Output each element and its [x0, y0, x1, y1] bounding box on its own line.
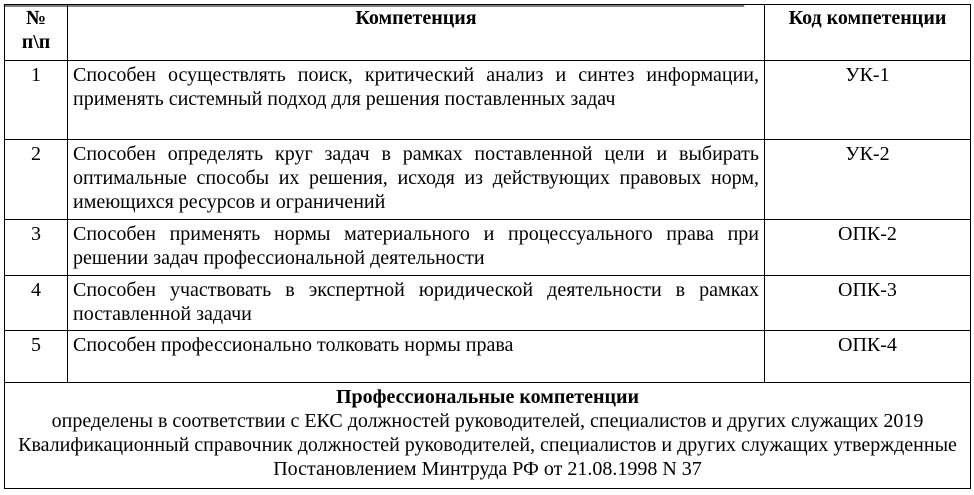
row-num: 5 — [5, 331, 68, 383]
row-competence: Способен определять круг задач в рамках поставленной цели и выбирать оптимальные способы их решения, исходя из действующих правовых норм, имеющихся ресурсов и ограничений — [68, 140, 765, 220]
row-code: УК-2 — [765, 140, 971, 220]
table-footer-row — [5, 383, 971, 489]
header-num — [5, 5, 68, 61]
row-competence: Способен применять нормы материального и процессуального права при решении задач профессиональной деятельности — [68, 220, 765, 276]
row-competence: Способен участвовать в экспертной юридической деятельности в рамках поставленной задачи — [68, 276, 765, 331]
row-num: 2 — [5, 140, 68, 220]
table-row — [5, 276, 971, 331]
table-row — [5, 220, 971, 276]
table-header-row — [5, 5, 971, 61]
footer-cell — [5, 383, 971, 489]
footer-title: Профессиональные компетенции — [335, 386, 640, 408]
table-row — [5, 61, 971, 140]
table-row — [5, 140, 971, 220]
table-row — [5, 331, 971, 383]
header-code: Код компетенции — [765, 5, 971, 61]
competence-table — [4, 4, 971, 489]
row-code: ОПК-2 — [765, 220, 971, 276]
row-num: 4 — [5, 276, 68, 331]
row-num: 1 — [5, 61, 68, 140]
row-code: ОПК-4 — [765, 331, 971, 383]
header-num-line1: № — [25, 7, 47, 29]
row-code: ОПК-3 — [765, 276, 971, 331]
row-competence: Способен профессионально толковать нормы права — [68, 331, 765, 383]
row-competence: Способен осуществлять поиск, критический анализ и синтез информации, применять системный подход для решения поставленных задач — [68, 61, 765, 140]
row-code: УК-1 — [765, 61, 971, 140]
footer-body: определены в соответствии с ЕКС должностей руководителей, специалистов и других служащих 2019 Квалификационный справочник должностей руководителей, специалистов и других служащих утвержденные Постановлением Минтруда РФ от 21.08.1998 N 37 — [18, 410, 957, 480]
row-num: 3 — [5, 220, 68, 276]
header-num-line2: п\п — [21, 31, 51, 53]
header-competence: Компетенция — [68, 5, 765, 61]
